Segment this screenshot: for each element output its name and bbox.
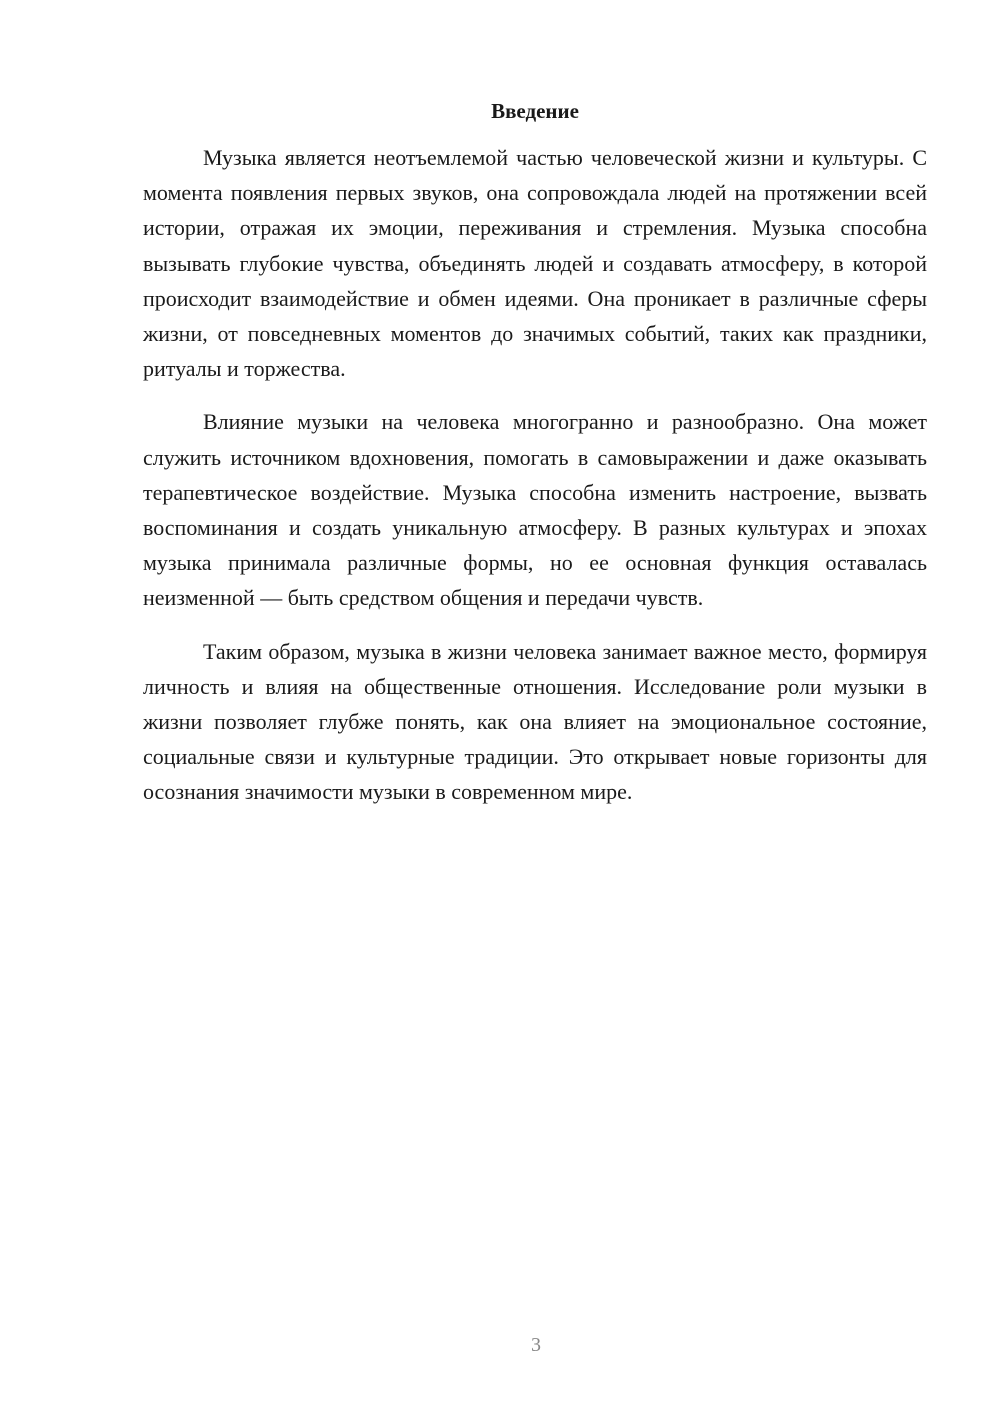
paragraph-3: Таким образом, музыка в жизни человека занимает важное место, формируя личность и влияя на общественные отношения. Исследование роли музыки в жизни позволяет глубже понять, как она влияет на эмоциональное состояние, социальные связи и культурные традиции. Это открывает новые горизонты для осознания значимости музыки в современном мире. [143, 638, 927, 805]
page-content [143, 96, 927, 828]
paragraph-2: Влияние музыки на человека многогранно и разнообразно. Она может служить источником вдохновения, помогать в самовыражении и даже оказывать терапевтическое воздействие. Музыка способна изменить настроение, вызвать воспоминания и создать уникальную атмосферу. В разных культурах и эпохах музыка принимала различные формы, но ее основная функция оставалась неизменной — быть средством общения и передачи чувств. [143, 409, 927, 611]
paragraph-1: Музыка является неотъемлемой частью человеческой жизни и культуры. С момента появления первых звуков, она сопровождала людей на протяжении всей истории, отражая их эмоции, переживания и стремления. Музыка способна вызывать глубокие чувства, объединять людей и создавать атмосферу, в которой происходит взаимодействие и обмен идеями. Она проникает в различные сферы жизни, от повседневных моментов до значимых событий, таких как праздники, ритуалы и торжества. [143, 145, 927, 382]
section-title: Введение [491, 99, 579, 123]
page-number: 3 [531, 1334, 541, 1356]
